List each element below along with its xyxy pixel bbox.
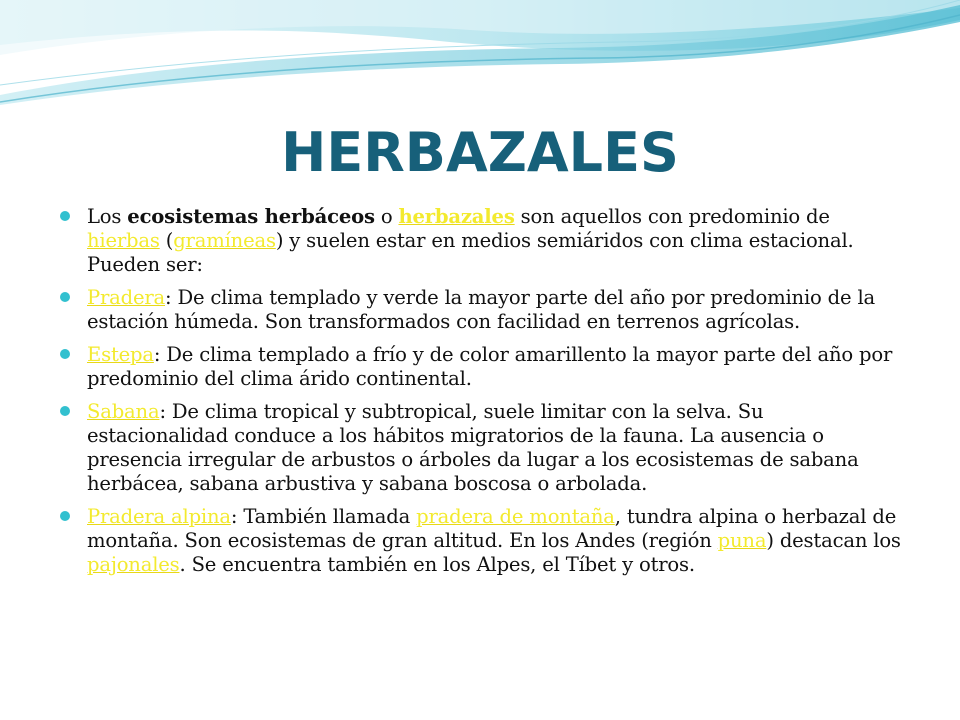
link-sabana[interactable]: Sabana [87, 400, 160, 423]
bullet-list [58, 205, 903, 586]
list-item: Sabana: De clima tropical y subtropical, suele limitar con la selva. Su estacionalidad conduce a los hábitos migratorios de la fauna. La ausencia o presencia irregular de arbustos o árboles da lugar a los ecosistemas de sabana herbácea, sabana arbustiva y sabana boscosa o arbolada. [58, 400, 903, 496]
link-pradera[interactable]: Pradera [87, 286, 166, 309]
link-hierbas[interactable]: hierbas [87, 229, 160, 252]
bullet-icon [60, 292, 70, 302]
page-title: HERBAZALES [281, 121, 679, 184]
list-item: Pradera alpina: También llamada pradera de montaña, tundra alpina o herbazal de montaña. Son ecosistemas de gran altitud. En los Andes (región puna) destacan los pajonales. Se encuentra también en los Alpes, el Tíbet y otros. [58, 505, 903, 577]
bullet-icon [60, 511, 70, 521]
list-item: Pradera: De clima templado y verde la mayor parte del año por predominio de la estación húmeda. Son transformados con facilidad en terrenos agrícolas. [58, 286, 903, 334]
bold-term: ecosistemas herbáceos [127, 205, 375, 228]
link-gramineas[interactable]: gramíneas [173, 229, 276, 252]
bullet-icon [60, 349, 70, 359]
link-puna[interactable]: puna [717, 529, 767, 552]
link-pradera-alpina[interactable]: Pradera alpina [87, 505, 231, 528]
link-pajonales[interactable]: pajonales [87, 553, 180, 576]
link-estepa[interactable]: Estepa [87, 343, 154, 366]
link-pradera-de-montana[interactable]: pradera de montaña [416, 505, 615, 528]
bullet-icon [60, 211, 70, 221]
list-item: Los ecosistemas herbáceos o herbazales son aquellos con predominio de hierbas (gramíneas) y suelen estar en medios semiáridos con clima estacional. Pueden ser: [58, 205, 903, 277]
list-item: Estepa: De clima templado a frío y de color amarillento la mayor parte del año por predominio del clima árido continental. [58, 343, 903, 391]
link-herbazales[interactable]: herbazales [398, 205, 515, 228]
bullet-icon [60, 406, 70, 416]
